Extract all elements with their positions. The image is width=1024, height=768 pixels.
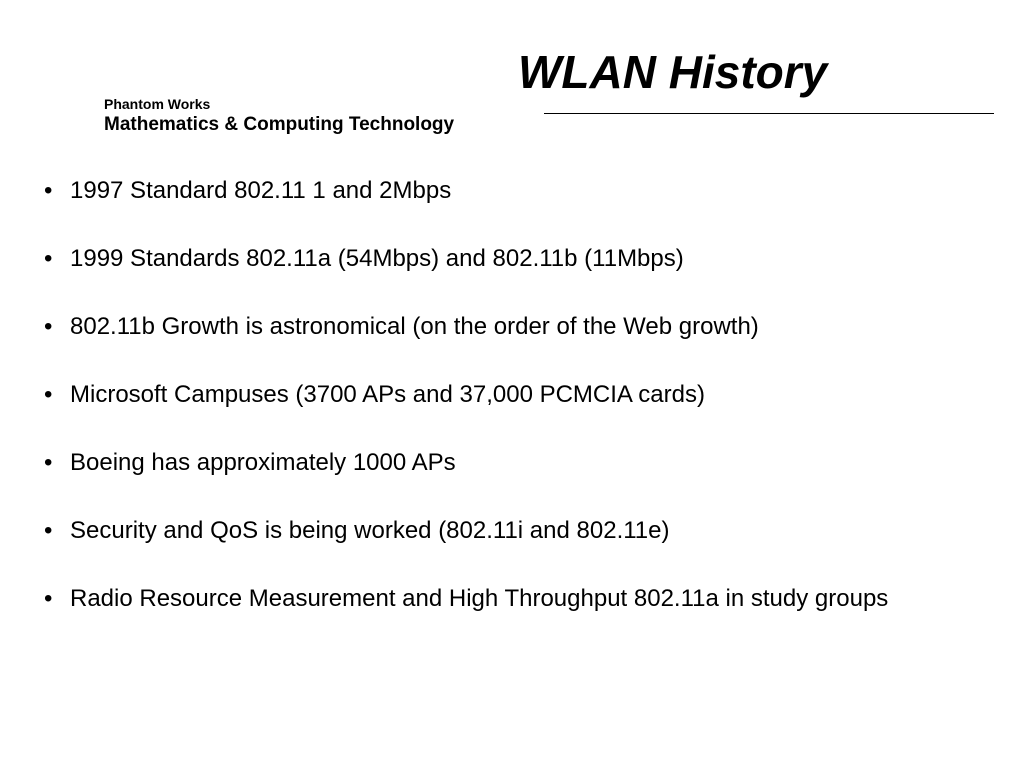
bullet-text: Radio Resource Measurement and High Throughput 802.11a in study groups — [70, 585, 889, 612]
bullet-item — [44, 174, 984, 208]
bullet-glyph: • — [44, 449, 53, 476]
slide-title: WLAN History — [518, 46, 828, 98]
bullet-glyph: • — [44, 313, 53, 340]
bullet-text: 802.11b Growth is astronomical (on the order of the Web growth) — [70, 313, 759, 340]
bullet-glyph: • — [44, 585, 53, 612]
bullet-glyph: • — [44, 517, 53, 544]
bullet-list — [44, 174, 984, 650]
org-division: Mathematics & Computing Technology — [104, 114, 455, 135]
bullet-text: Boeing has approximately 1000 APs — [70, 449, 456, 476]
bullet-item — [44, 514, 984, 548]
bullet-item — [44, 242, 984, 276]
bullet-item — [44, 310, 984, 344]
organization-header — [104, 96, 454, 137]
bullet-text: Microsoft Campuses (3700 APs and 37,000 PCMCIA cards) — [70, 381, 705, 408]
org-name: Phantom Works — [104, 96, 211, 112]
bullet-glyph: • — [44, 177, 53, 204]
bullet-glyph: • — [44, 245, 53, 272]
bullet-text: Security and QoS is being worked (802.11i and 802.11e) — [70, 517, 670, 544]
bullet-item — [44, 582, 984, 616]
title-underline-rule — [544, 113, 994, 114]
bullet-text: 1999 Standards 802.11a (54Mbps) and 802.11b (11Mbps) — [70, 245, 684, 272]
bullet-glyph: • — [44, 381, 53, 408]
bullet-text: 1997 Standard 802.11 1 and 2Mbps — [70, 177, 452, 204]
bullet-item — [44, 446, 984, 480]
bullet-item — [44, 378, 984, 412]
